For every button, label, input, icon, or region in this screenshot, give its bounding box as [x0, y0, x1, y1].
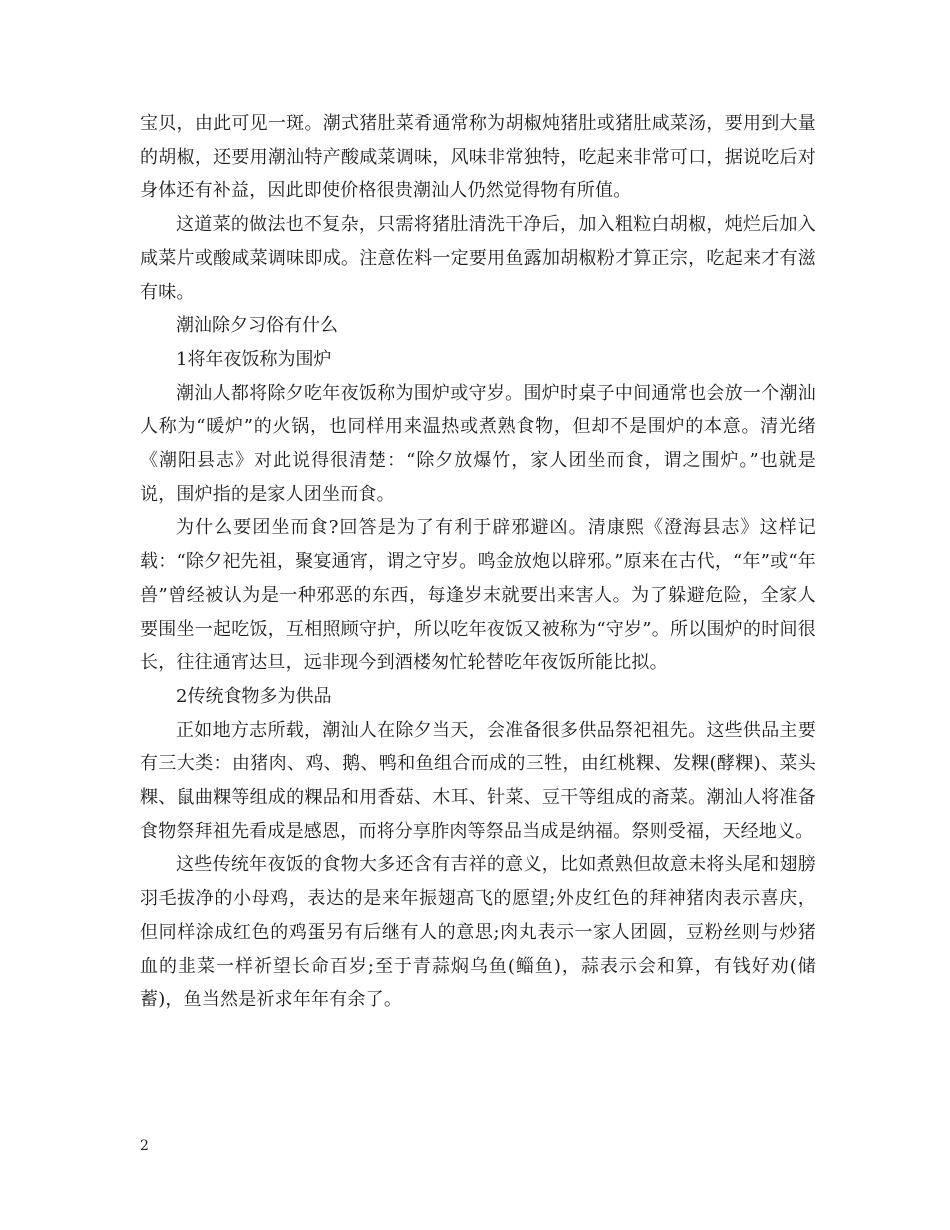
paragraph: 为什么要团坐而食?回答是为了有利于辟邪避凶。清康熙《澄海县志》这样记载：“除夕祀先祖，聚宴通宵，谓之守岁。鸣金放炮以辟邪。”原来在古代，“年”或“年兽”曾经被认为是一种邪恶的东西，每逢岁末就要出来害人。为了躲避危险，全家人要围坐一起吃饭，互相照顾守护，所以吃年夜饭又被称为“守岁”。所以围炉的时间很长，往往通宵达旦，远非现今到酒楼匆忙轮替吃年夜饭所能比拟。 — [140, 517, 816, 674]
section-heading: 2传统食物多为供品 — [176, 685, 332, 707]
section-heading: 1将年夜饭称为围炉 — [176, 348, 332, 370]
paragraph: 宝贝，由此可见一斑。潮式猪肚菜肴通常称为胡椒炖猪肚或猪肚咸菜汤，要用到大量的胡椒，还要用潮汕特产酸咸菜调味，风味非常独特，吃起来非常可口，据说吃后对身体还有补益，因此即使价格很贵潮汕人仍然觉得物有所值。 — [140, 113, 816, 202]
section-heading: 潮汕除夕习俗有什么 — [176, 315, 338, 337]
paragraph: 这些传统年夜饭的食物大多还含有吉祥的意义，比如煮熟但故意未将头尾和翅膀羽毛拔净的小母鸡，表达的是来年振翅高飞的愿望;外皮红色的拜神猪肉表示喜庆，但同样涂成红色的鸡蛋另有后继有人的意思;肉丸表示一家人团圆，豆粉丝则与炒猪血的韭菜一样祈望长命百岁;至于青蒜焖乌鱼(鲻鱼)，蒜表示会和算，有钱好劝(储蓄)，鱼当然是祈求年年有余了。 — [140, 854, 816, 1011]
document-body — [140, 107, 816, 1017]
paragraph: 潮汕人都将除夕吃年夜饭称为围炉或守岁。围炉时桌子中间通常也会放一个潮汕人称为“暖炉”的火锅，也同样用来温热或煮熟食物，但却不是围炉的本意。清光绪《潮阳县志》对此说得很清楚：“除夕放爆竹，家人团坐而食，谓之围炉。”也就是说，围炉指的是家人团坐而食。 — [140, 382, 816, 505]
page-number: 2 — [140, 1138, 149, 1154]
paragraph: 正如地方志所载，潮汕人在除夕当天，会准备很多供品祭祀祖先。这些供品主要有三大类：由猪肉、鸡、鹅、鸭和鱼组合而成的三牲，由红桃粿、发粿(酵粿)、菜头粿、鼠曲粿等组成的粿品和用香菇、木耳、针菜、豆干等组成的斋菜。潮汕人将准备食物祭拜祖先看成是感恩，而将分享胙肉等祭品当成是纳福。祭则受福，天经地义。 — [140, 719, 816, 842]
paragraph: 这道菜的做法也不复杂，只需将猪肚清洗干净后，加入粗粒白胡椒，炖烂后加入咸菜片或酸咸菜调味即成。注意佐料一定要用鱼露加胡椒粉才算正宗，吃起来才有滋有味。 — [140, 214, 816, 303]
